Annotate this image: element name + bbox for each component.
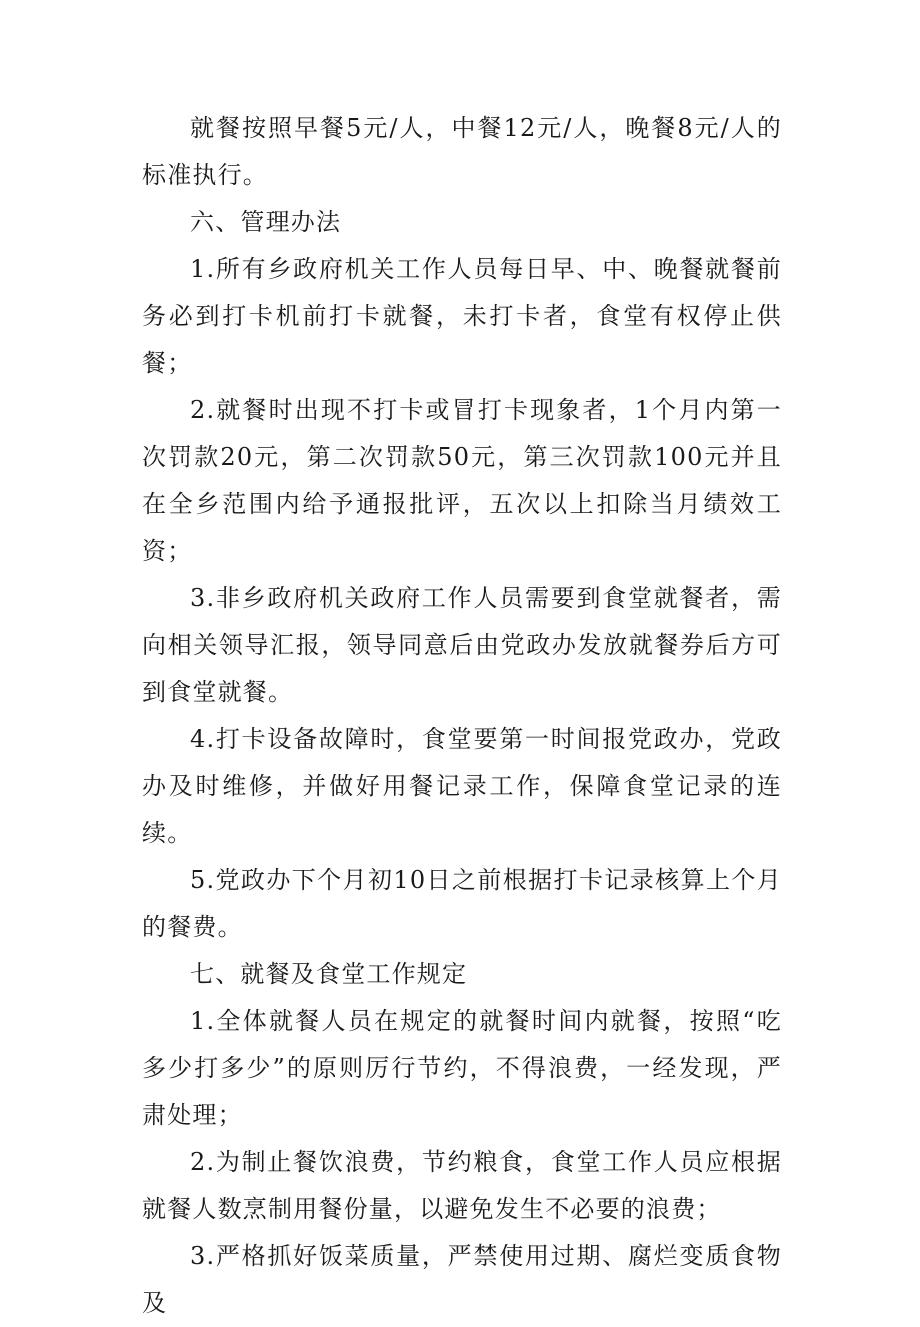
paragraph-dining-rule-1: 1.全体就餐人员在规定的就餐时间内就餐，按照“吃多少打多少”的原则厉行节约，不得浪费，一经发现，严肃处理； (142, 1007, 782, 1129)
paragraph-dining-rule-3: 3.严格抓好饭菜质量，严禁使用过期、腐烂变质食物及 (142, 1242, 782, 1317)
paragraph-management-1: 1.所有乡政府机关工作人员每日早、中、晚餐就餐前务必到打卡机前打卡就餐，未打卡者，食堂有权停止供餐； (142, 255, 782, 377)
document-body (142, 105, 782, 1327)
section-heading-dining-rules: 七、就餐及食堂工作规定 (190, 960, 468, 988)
paragraph-management-3: 3.非乡政府机关政府工作人员需要到食堂就餐者，需向相关领导汇报，领导同意后由党政办发放就餐券后方可到食堂就餐。 (142, 584, 782, 706)
paragraph-management-4: 4.打卡设备故障时，食堂要第一时间报党政办，党政办及时维修，并做好用餐记录工作，保障食堂记录的连续。 (142, 725, 782, 847)
paragraph-dining-rule-2: 2.为制止餐饮浪费，节约粮食，食堂工作人员应根据就餐人数烹制用餐份量，以避免发生不必要的浪费； (142, 1148, 782, 1223)
paragraph-management-2: 2.就餐时出现不打卡或冒打卡现象者，1个月内第一次罚款20元，第二次罚款50元，第三次罚款100元并且在全乡范围内给予通报批评，五次以上扣除当月绩效工资； (142, 396, 782, 565)
paragraph-meal-standard: 就餐按照早餐5元/人，中餐12元/人，晚餐8元/人的标准执行。 (142, 114, 782, 189)
section-heading-management: 六、管理办法 (190, 208, 342, 236)
paragraph-management-5: 5.党政办下个月初10日之前根据打卡记录核算上个月的餐费。 (142, 866, 782, 941)
